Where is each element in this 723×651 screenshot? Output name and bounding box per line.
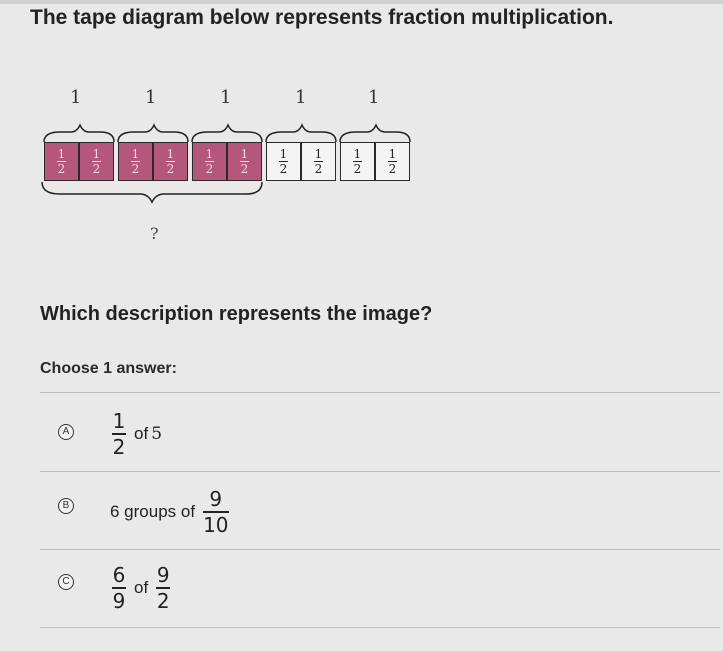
fraction: $\frac{9}{10}$ bbox=[203, 487, 229, 537]
groups-text: 6 groups of bbox=[110, 501, 196, 521]
tape-diagram bbox=[40, 82, 460, 252]
divider bbox=[40, 392, 720, 393]
top-brace bbox=[192, 125, 262, 142]
top-brace bbox=[118, 125, 188, 142]
prompt-text: The tape diagram below represents fraction multiplication. bbox=[30, 6, 614, 29]
choice-b[interactable] bbox=[40, 478, 690, 548]
of-word: of bbox=[134, 577, 149, 597]
tape-cell-shaded: 1 2 bbox=[192, 142, 227, 181]
tape-cell-plain: 1 2 bbox=[266, 142, 301, 181]
top-brace bbox=[266, 125, 336, 142]
of-word: of bbox=[134, 423, 149, 443]
whole-label: 1 bbox=[145, 87, 157, 108]
whole-label: 1 bbox=[70, 87, 82, 108]
fraction: $\frac{9}{2}$ bbox=[156, 563, 170, 613]
top-brace bbox=[44, 125, 114, 142]
tape-cell-plain: 1 2 bbox=[301, 142, 336, 181]
choice-b-text bbox=[107, 488, 234, 536]
divider bbox=[40, 627, 720, 628]
tape-cell-plain: 1 2 bbox=[340, 142, 375, 181]
question-text: Which description represents the image? bbox=[40, 303, 433, 325]
choice-c-text bbox=[107, 564, 175, 612]
choice-a-text bbox=[107, 410, 162, 458]
fraction: $\frac{1}{2}$ bbox=[112, 409, 126, 459]
top-brace bbox=[340, 125, 410, 142]
choose-label: Choose 1 answer: bbox=[40, 360, 177, 377]
choice-a[interactable] bbox=[40, 400, 690, 470]
tape-cell-shaded: 1 2 bbox=[79, 142, 114, 181]
whole-label: 1 bbox=[368, 87, 380, 108]
radio-button-a[interactable]: A bbox=[58, 424, 74, 440]
tape-cell-shaded: 1 2 bbox=[227, 142, 262, 181]
top-border bbox=[0, 0, 723, 4]
fraction: $\frac{6}{9}$ bbox=[112, 563, 126, 613]
radio-button-b[interactable]: B bbox=[58, 498, 74, 514]
tape-cell-shaded: 1 2 bbox=[153, 142, 188, 181]
radio-button-c[interactable]: C bbox=[58, 574, 74, 590]
tape-cell-shaded: 1 2 bbox=[44, 142, 79, 181]
whole-number: 5 bbox=[151, 423, 163, 444]
unknown-label: ? bbox=[150, 224, 159, 243]
choice-c[interactable] bbox=[40, 556, 690, 626]
whole-label: 1 bbox=[295, 87, 307, 108]
whole-label: 1 bbox=[220, 87, 232, 108]
tape-cell-shaded: 1 2 bbox=[118, 142, 153, 181]
bottom-brace bbox=[42, 182, 262, 202]
tape-cell-plain: 1 2 bbox=[375, 142, 410, 181]
divider bbox=[40, 471, 720, 472]
divider bbox=[40, 549, 720, 550]
